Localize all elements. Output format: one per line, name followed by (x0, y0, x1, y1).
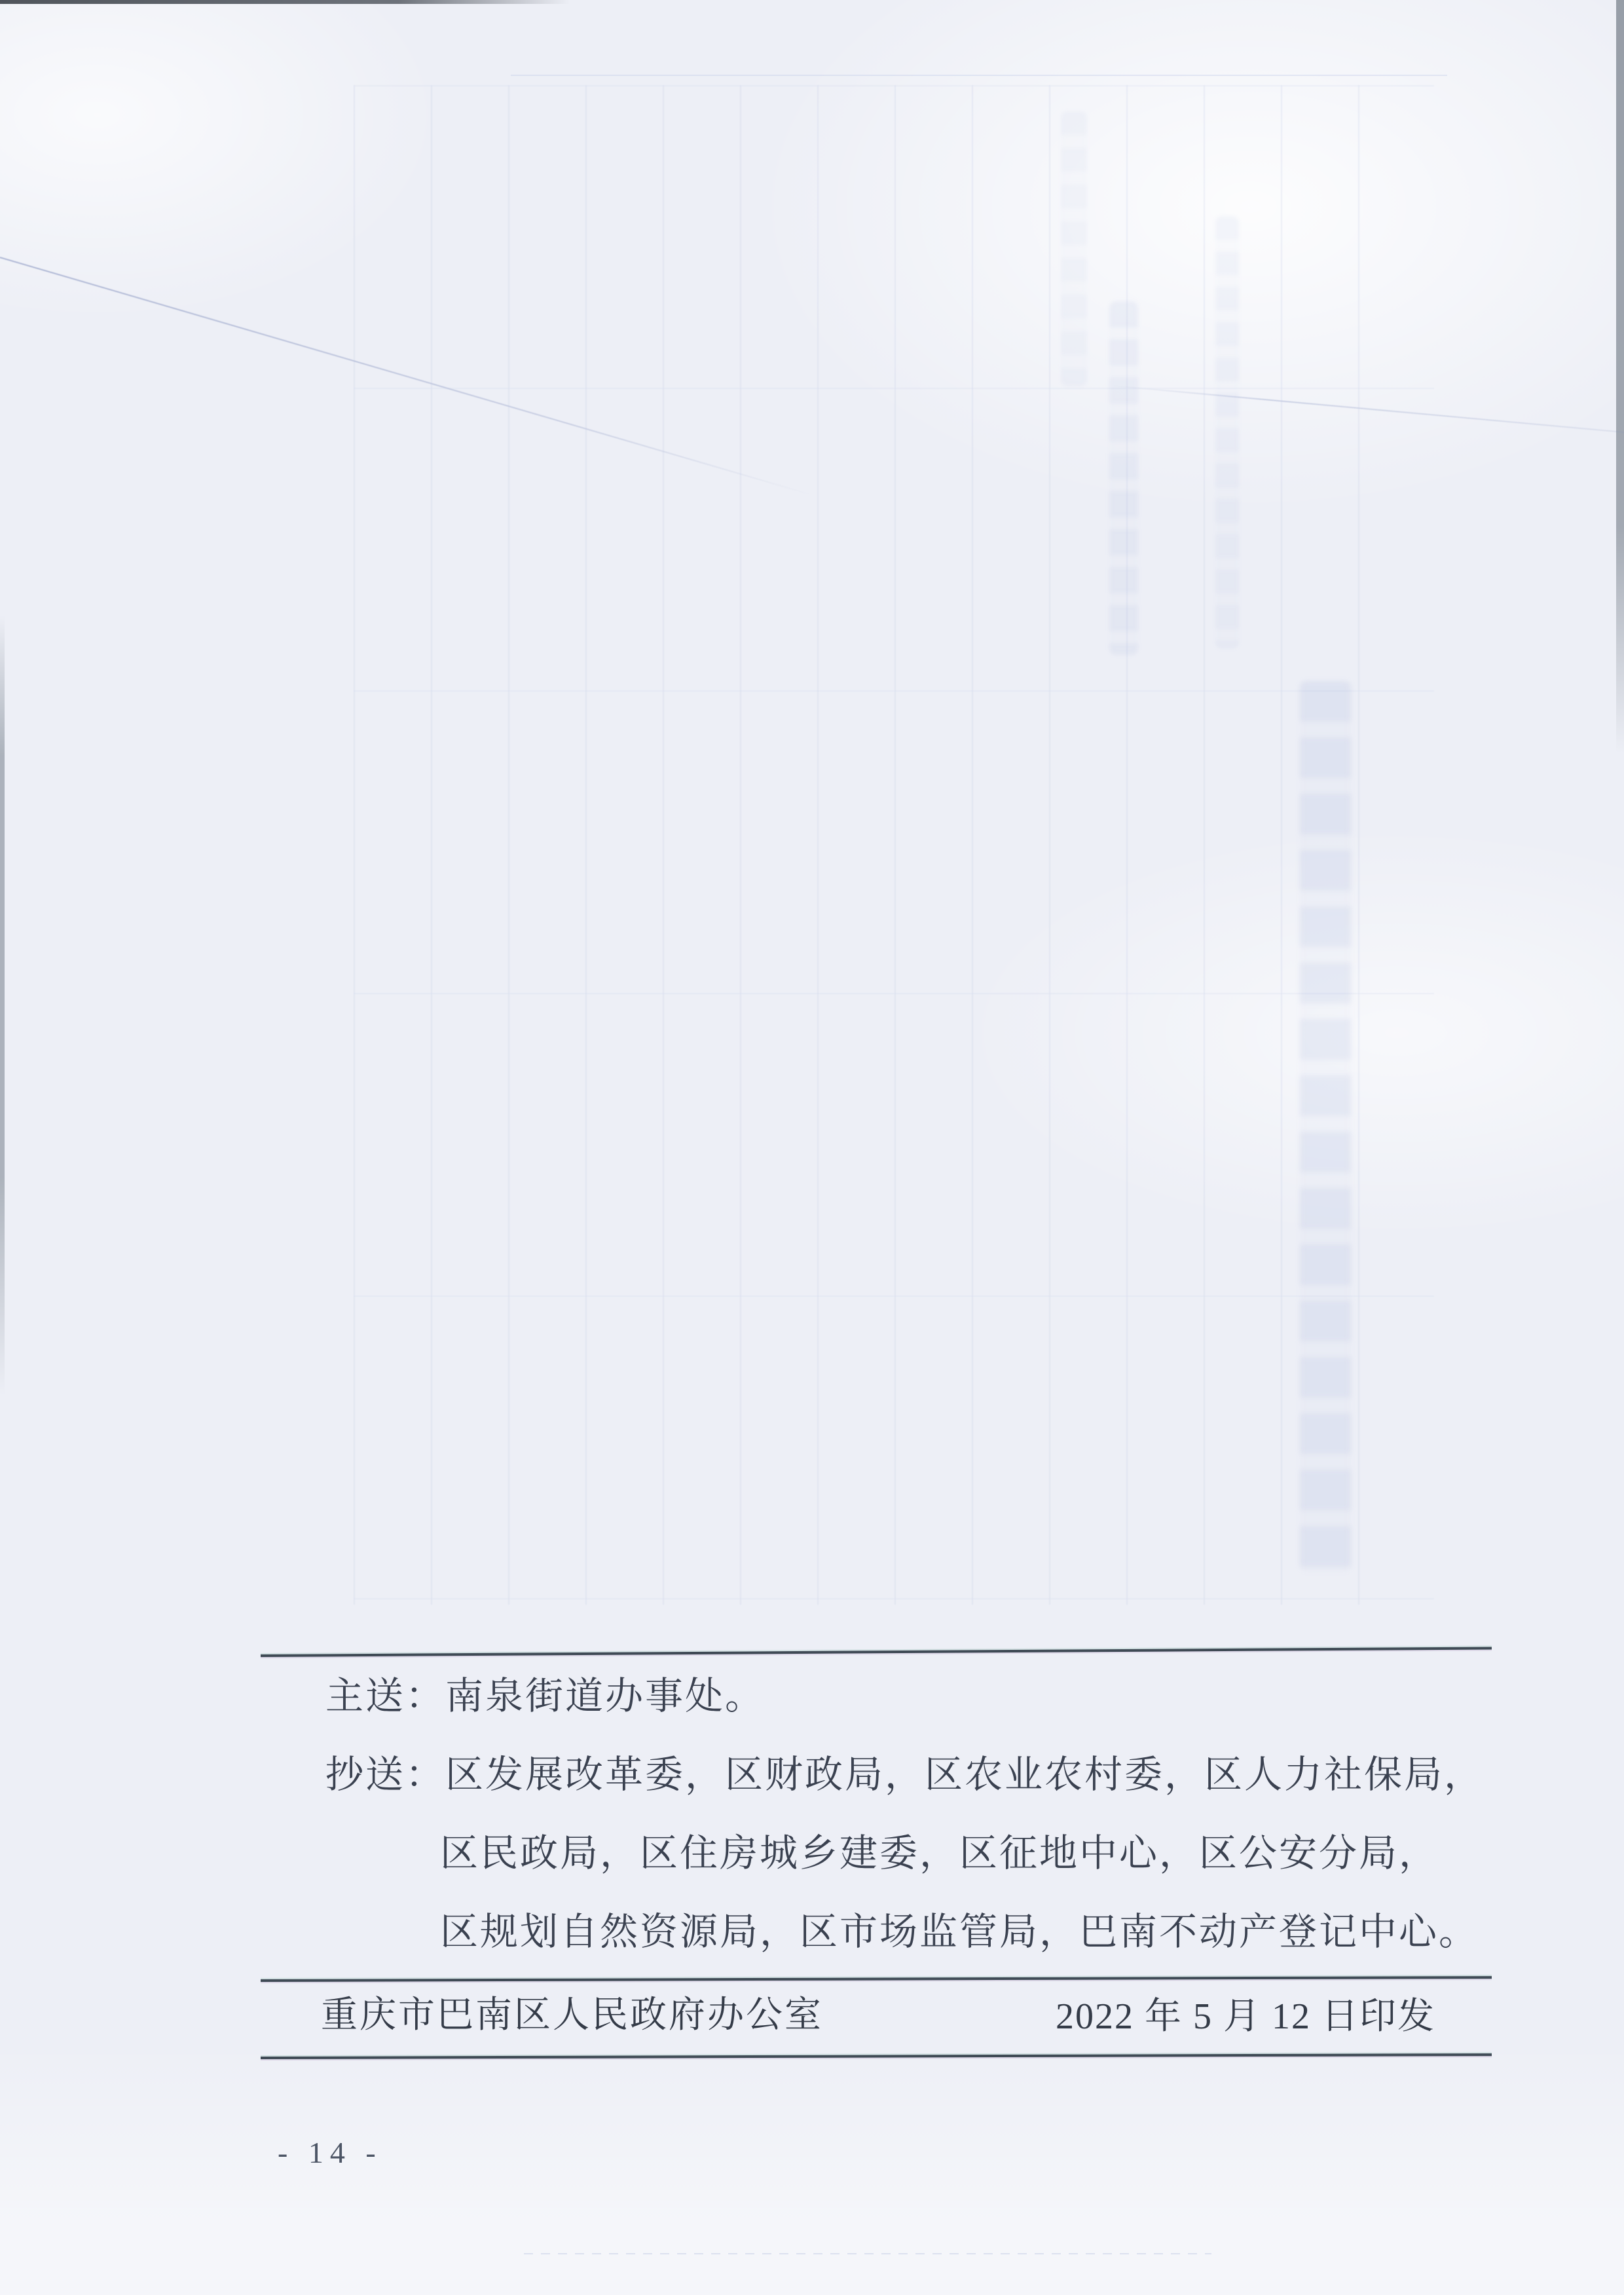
bleedthrough-table-grid (354, 85, 1434, 1605)
bleedthrough-table-top-line (511, 75, 1447, 76)
scan-left-edge-shadow (0, 616, 5, 1395)
separator-line-top (261, 1647, 1492, 1657)
scan-right-edge-shadow (1616, 0, 1624, 753)
scan-top-edge-shadow (0, 0, 570, 4)
cc-recipients-line-3: 区规划自然资源局，区市场监管局，巴南不动产登记中心。 (440, 1911, 1479, 1953)
page-number: - 14 - (278, 2136, 382, 2169)
bleedthrough-text-strip (1061, 111, 1087, 386)
issuing-office: 重庆市巴南区人民政府办公室 (321, 1995, 823, 2036)
cc-recipients-line-2: 区民政局，区住房城乡建委，区征地中心，区公安分局， (440, 1832, 1439, 1875)
separator-line-middle (261, 1976, 1492, 1982)
print-date: 2022 年 5 月 12 日印发 (1056, 1996, 1435, 2037)
separator-line-bottom (261, 2053, 1492, 2059)
bleedthrough-bottom-line (524, 2253, 1211, 2254)
cc-recipients-line-1: 抄送：区发展改革委，区财政局，区农业农村委，区人力社保局， (325, 1753, 1485, 1796)
main-recipient-line: 主送：南泉街道办事处。 (325, 1675, 766, 1717)
bleedthrough-text-strip (1109, 301, 1138, 655)
bleedthrough-text-strip (1215, 216, 1239, 648)
bleedthrough-vertical-title (1300, 681, 1351, 1572)
